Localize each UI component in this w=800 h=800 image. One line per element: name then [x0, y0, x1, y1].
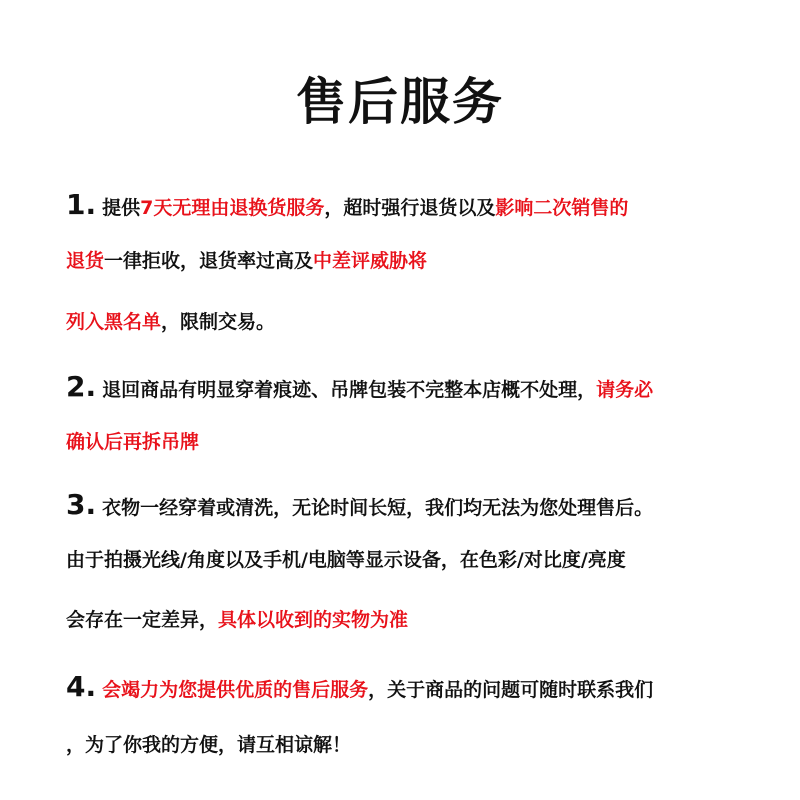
page-title: 售后服务: [296, 73, 504, 131]
item-4-text: ，为了你我的方便，请互相谅解！: [66, 734, 352, 756]
item-4-line-2: [66, 730, 766, 760]
item-3-text: 会存在一定差异，: [66, 609, 219, 631]
item-4-text: ，关于商品的问题可随时联系我们: [368, 679, 654, 701]
item-2-highlight: 请务必: [596, 379, 654, 401]
item-1-highlight: 7天无理由退换货服务: [140, 197, 325, 219]
item-2-line-2: [66, 427, 766, 457]
item-1-highlight: 影响二次销售的: [495, 197, 629, 219]
item-2-number: 2.: [66, 370, 97, 403]
item-1-text: ，超时强行退货以及: [324, 197, 496, 219]
item-3-line-2: [66, 545, 766, 575]
item-4-number: 4.: [66, 670, 97, 703]
item-3-number: 3.: [66, 488, 97, 521]
item-1-line-2: [66, 246, 766, 276]
item-2-highlight: 确认后再拆吊牌: [66, 431, 200, 453]
item-4-highlight: 会竭力为您提供优质的售后服务: [102, 679, 369, 701]
item-2-line-1: [66, 372, 766, 405]
item-2-text: 退回商品有明显穿着痕迹、吊牌包装不完整本店概不处理，: [102, 379, 597, 401]
item-1-line-1: [66, 190, 766, 223]
item-1-highlight: 中差评威胁将: [313, 250, 428, 272]
item-1-line-3: [66, 307, 766, 337]
item-4-line-1: [66, 672, 766, 705]
item-3-text: 衣物一经穿着或清洗，无论时间长短，我们均无法为您处理售后。: [102, 497, 654, 519]
item-3-line-1: [66, 490, 766, 523]
item-3-line-3: [66, 605, 766, 635]
item-3-text: 由于拍摄光线/角度以及手机/电脑等显示设备，在色彩/对比度/亮度: [66, 549, 626, 571]
item-1-text: 提供: [102, 197, 141, 219]
item-1-number: 1.: [66, 188, 97, 221]
item-1-highlight: 退货: [66, 250, 105, 272]
item-1-text: 一律拒收，退货率过高及: [104, 250, 314, 272]
item-3-highlight: 具体以收到的实物为准: [218, 609, 409, 631]
item-1-highlight: 列入黑名单: [66, 311, 162, 333]
item-1-text: ，限制交易。: [161, 311, 276, 333]
